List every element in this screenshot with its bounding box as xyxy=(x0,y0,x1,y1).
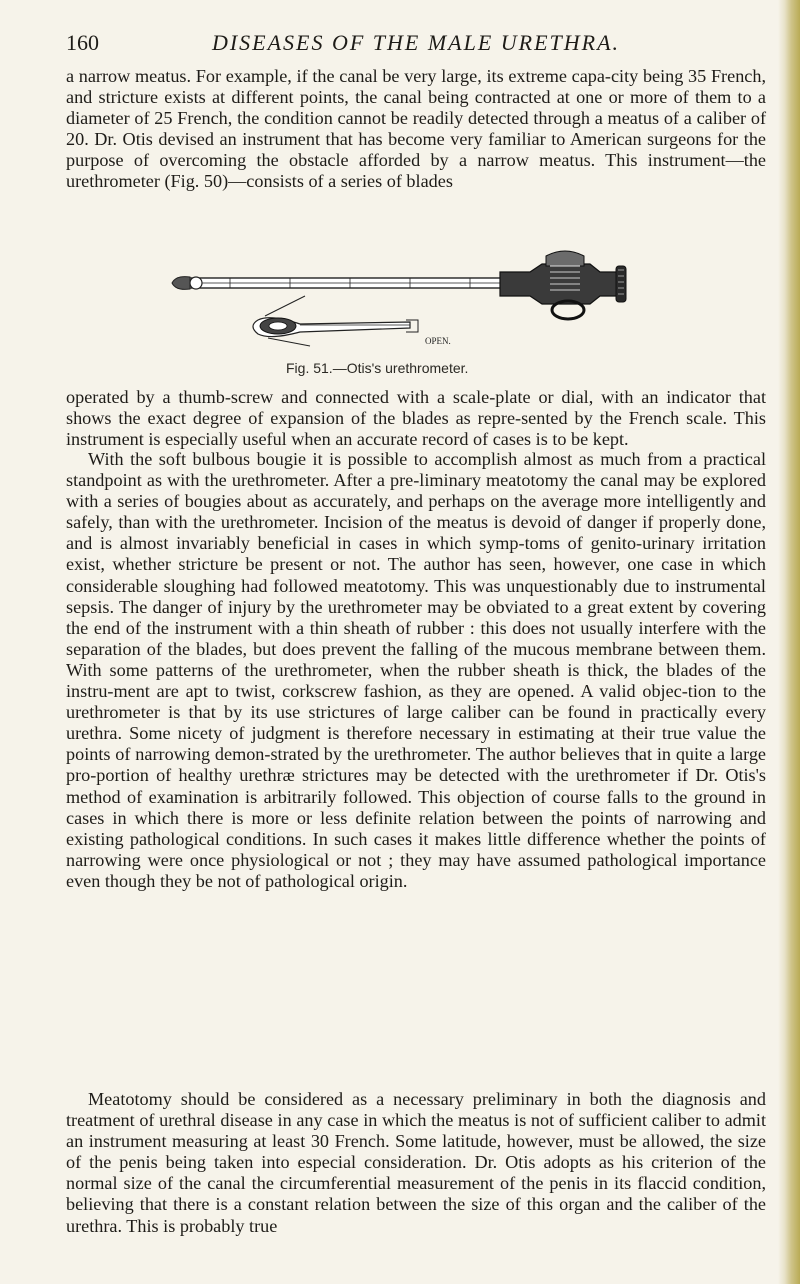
paragraph-4: Meatotomy should be considered as a necessary preliminary in both the diagnosis and treatment of urethral disease in any case in which the meatus is not of sufficient caliber to admit an instrument measuring at least 30 French. Some latitude, however, must be allowed, the size of the penis being taken into especial consideration. Dr. Otis adopts as his criterion of the normal size of the canal the circumferential measurement of the penis in its flaccid condition, believing that there is a constant relation between the size of this organ and the caliber of the urethra. This is probably true xyxy=(66,1089,766,1236)
paragraph-2: operated by a thumb-screw and connected with a scale-plate or dial, with an indicator that shows the exact degree of expansion of the blades as repre-sented by the French scale. This instrument is especially useful when an accurate record of cases is to be kept. xyxy=(66,387,766,450)
open-label: OPEN. xyxy=(425,336,451,346)
urethrometer-drawing xyxy=(170,248,630,348)
page-edge xyxy=(778,0,800,1284)
figure-caption: Fig. 51.—Otis's urethrometer. xyxy=(286,360,469,376)
paragraph-3: With the soft bulbous bougie it is possible to accomplish almost as much from a practical standpoint as with the urethrometer. After a pre-liminary meatotomy the canal may be explored with a series of bougies about as accurately, and perhaps on the average more intelligently and safely, than with the urethrometer. Incision of the meatus is devoid of danger if properly done, and is almost invariably beneficial in cases in which symp-toms of genito-urinary irritation exist, whether stricture be present or not. The author has seen, however, one case in which considerable sloughing had followed meatotomy. This was unquestionably due to instrumental sepsis. The danger of injury by the urethrometer may be obviated to a great extent by covering the end of the instrument with a thin sheath of rubber : this does not usually interfere with the separation of the blades, but does prevent the falling of the mucous membrane between them. With some patterns of the urethrometer, when the rubber sheath is thick, the blades of the instru-ment are apt to twist, corkscrew fashion, as they are opened. A valid objec-tion to the urethrometer is that by its use strictures of large caliber can be found in practically every urethra. Some nicety of judgment is therefore necessary in estimating at their true value the points of narrowing demon-strated by the urethrometer. The author believes that in quite a large pro-portion of healthy urethræ strictures may be detected with the urethrometer if Dr. Otis's method of examination is arbitrarily followed. This objection of course falls to the ground in cases in which there is more or less definite relation between the points of narrowing and existing pathological conditions. In such cases it makes little difference whether the points of narrowing were once physiological or not ; they may have assumed pathological importance even though they be not of pathological origin. xyxy=(66,449,766,891)
paragraph-1: a narrow meatus. For example, if the canal be very large, its extreme capa-city being 35 French, and stricture exists at different points, the canal being contracted at one or more of them to a diameter of 25 French, the condition cannot be readily detected through a meatus of a caliber of 20. Dr. Otis devised an instrument that has become very familiar to American surgeons for the purpose of overcoming the obstacle afforded by a narrow meatus. This instrument—the urethrometer (Fig. 50)—consists of a series of blades xyxy=(66,66,766,192)
page-number: 160 xyxy=(66,30,99,55)
urethrometer-illustration xyxy=(170,248,630,348)
running-head: DISEASES OF THE MALE URETHRA. xyxy=(211,30,621,55)
page-header xyxy=(66,30,766,60)
